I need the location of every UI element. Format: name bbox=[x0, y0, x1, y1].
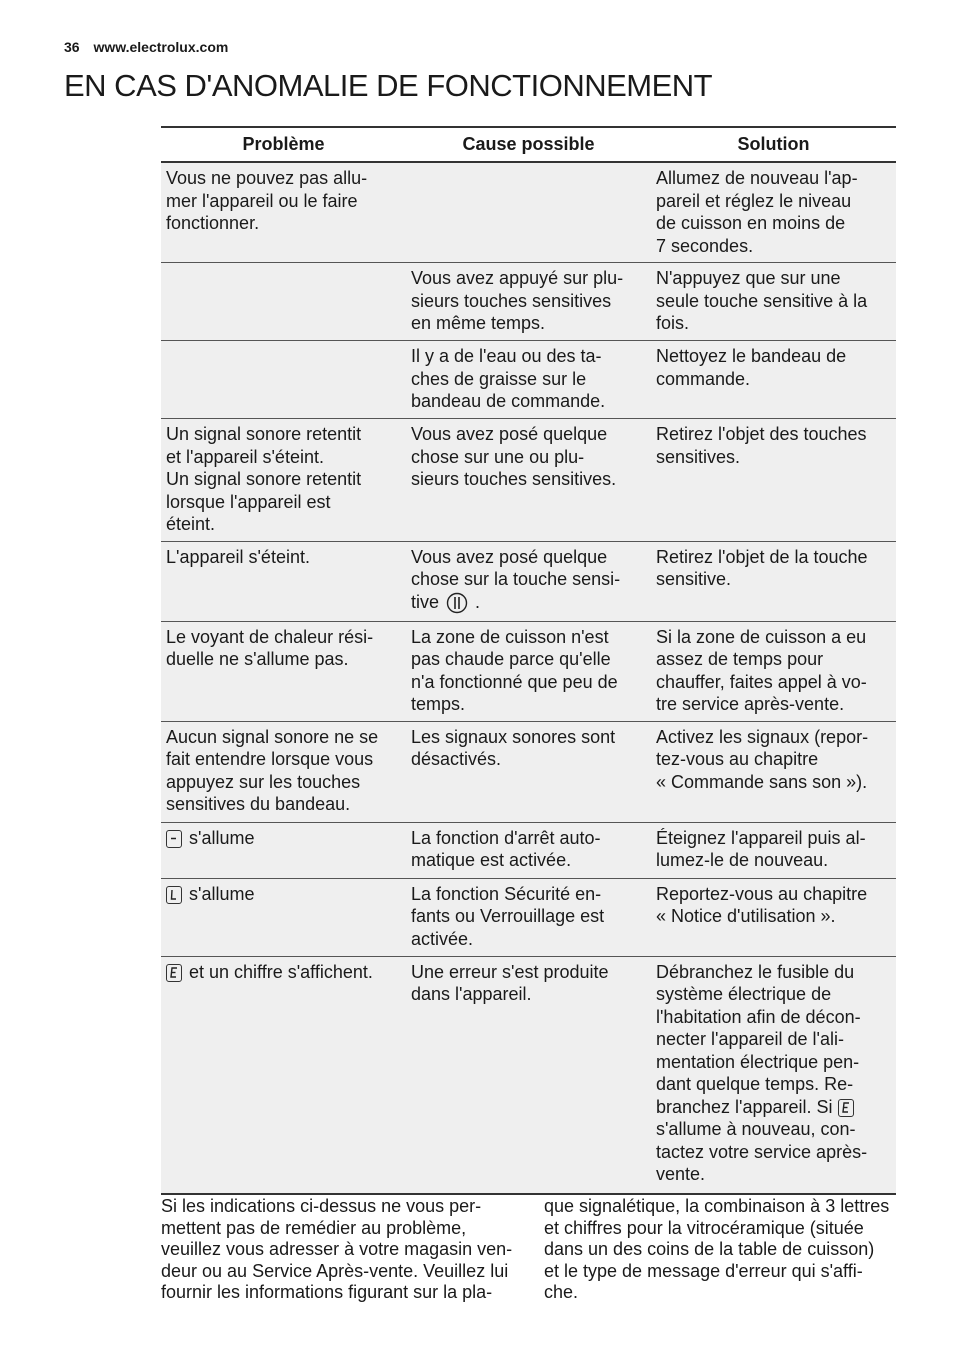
solution-text: Nettoyez le bandeau de commande. bbox=[656, 346, 847, 389]
cause-text: La fonction d'arrêt auto- matique est activée. bbox=[411, 827, 601, 870]
solution-text-before: Débranchez le fusible du système électrique de l'habitation afin de décon- necter l'appareil de l'ali- mentation électrique pen- dant quelque temps. Re- branchez l'appareil. Si bbox=[656, 961, 861, 1117]
table-row bbox=[161, 956, 896, 1194]
cause-cell bbox=[406, 721, 651, 822]
problem-text: Vous ne pouvez pas allu- mer l'appareil ou le faire fonctionner. bbox=[166, 168, 368, 233]
table-row bbox=[161, 162, 896, 263]
solution-text bbox=[656, 961, 891, 1186]
cause-text: Les signaux sonores sont désactivés. bbox=[411, 726, 616, 769]
solution-cell bbox=[651, 263, 896, 341]
table-row bbox=[161, 419, 896, 542]
page-header bbox=[64, 39, 228, 55]
problem-cell bbox=[161, 162, 406, 263]
table-row bbox=[161, 822, 896, 878]
problem-text: Le voyant de chaleur rési- duelle ne s'allume pas. bbox=[166, 626, 374, 669]
troubleshooting-table bbox=[161, 126, 896, 1195]
solution-text: N'appuyez que sur une seule touche sensitive à la fois. bbox=[656, 268, 868, 333]
cause-text: Vous avez posé quelque chose sur une ou plu- sieurs touches sensitives. bbox=[411, 424, 617, 489]
problem-cell bbox=[161, 621, 406, 721]
cause-cell bbox=[406, 419, 651, 542]
power-icon bbox=[446, 592, 468, 614]
problem-text: Un signal sonore retentit et l'appareil s'éteint. Un signal sonore retentit lorsque l'appareil est éteint. bbox=[166, 424, 362, 534]
cause-cell bbox=[406, 263, 651, 341]
cause-text-tail: tive bbox=[411, 591, 440, 612]
solution-cell bbox=[651, 956, 896, 1194]
table-row bbox=[161, 878, 896, 956]
l-display-icon bbox=[166, 886, 182, 904]
column-header-problem: Problème bbox=[161, 127, 406, 162]
problem-text: Aucun signal sonore ne se fait entendre lorsque vous appuyez sur les touches sensitives du bandeau. bbox=[166, 726, 379, 814]
table-row bbox=[161, 341, 896, 419]
cause-text-end: . bbox=[470, 591, 481, 612]
problem-cell bbox=[161, 822, 406, 878]
section-title: EN CAS D'ANOMALIE DE FONCTIONNEMENT bbox=[64, 68, 713, 103]
solution-cell bbox=[651, 721, 896, 822]
problem-cell bbox=[161, 956, 406, 1194]
dash-display-icon bbox=[166, 830, 182, 848]
column-header-cause: Cause possible bbox=[406, 127, 651, 162]
solution-cell bbox=[651, 878, 896, 956]
problem-cell bbox=[161, 341, 406, 419]
cause-cell bbox=[406, 341, 651, 419]
problem-text: et un chiffre s'affichent. bbox=[184, 961, 373, 982]
website-link[interactable]: www.electrolux.com bbox=[93, 39, 229, 55]
column-header-solution: Solution bbox=[651, 127, 896, 162]
footer-note-left: Si les indications ci-dessus ne vous per- mettent pas de remédier au problème, veuillez vous adresser à votre magasin ven- deur ou au Service Après-vente. Veuillez lui fournir les informations figurant sur la pla- bbox=[161, 1196, 513, 1302]
solution-text: Éteignez l'appareil puis al- lumez-le de nouveau. bbox=[656, 827, 866, 870]
cause-cell bbox=[406, 878, 651, 956]
problem-cell bbox=[161, 721, 406, 822]
table-header-row bbox=[161, 127, 896, 162]
cause-cell bbox=[406, 621, 651, 721]
solution-text: Allumez de nouveau l'ap- pareil et réglez le niveau de cuisson en moins de 7 secondes. bbox=[656, 168, 858, 256]
solution-cell bbox=[651, 162, 896, 263]
cause-cell bbox=[406, 822, 651, 878]
page-number: 36 bbox=[64, 39, 80, 55]
solution-text: Activez les signaux (repor- tez-vous au chapitre « Commande sans son »). bbox=[656, 726, 869, 792]
solution-text-after: s'allume à nouveau, con- tactez votre service après- vente. bbox=[656, 1119, 868, 1184]
cause-text: La fonction Sécurité en- fants ou Verrouillage est activée. bbox=[411, 883, 605, 949]
cause-cell bbox=[406, 162, 651, 263]
cause-text: La zone de cuisson n'est pas chaude parce qu'elle n'a fonctionné que peu de temps. bbox=[411, 626, 618, 714]
solution-text: Retirez l'objet des touches sensitives. bbox=[656, 424, 867, 467]
problem-text: s'allume bbox=[184, 827, 255, 848]
problem-text: s'allume bbox=[184, 883, 255, 904]
e-display-icon bbox=[838, 1099, 854, 1117]
cause-text bbox=[411, 546, 646, 614]
problem-cell bbox=[161, 263, 406, 341]
solution-cell bbox=[651, 541, 896, 621]
e-display-icon bbox=[166, 964, 182, 982]
solution-text: Retirez l'objet de la touche sensitive. bbox=[656, 546, 868, 589]
cause-text: Il y a de l'eau ou des ta- ches de graisse sur le bandeau de commande. bbox=[411, 346, 606, 411]
problem-cell bbox=[161, 541, 406, 621]
table-row bbox=[161, 621, 896, 721]
problem-cell bbox=[161, 878, 406, 956]
solution-cell bbox=[651, 341, 896, 419]
solution-cell bbox=[651, 822, 896, 878]
cause-text: Une erreur s'est produite dans l'appareil. bbox=[411, 961, 609, 1004]
problem-text: L'appareil s'éteint. bbox=[166, 546, 310, 567]
solution-cell bbox=[651, 419, 896, 542]
solution-text: Si la zone de cuisson a eu assez de temps pour chauffer, faites appel à vo- tre service après-vente. bbox=[656, 626, 867, 714]
cause-text-lines: Vous avez posé quelque chose sur la touche sensi- bbox=[411, 546, 621, 589]
table-row bbox=[161, 721, 896, 822]
table-row bbox=[161, 263, 896, 341]
solution-text: Reportez-vous au chapitre « Notice d'utilisation ». bbox=[656, 883, 868, 926]
cause-cell bbox=[406, 956, 651, 1194]
cause-cell bbox=[406, 541, 651, 621]
footer-note-right: que signalétique, la combinaison à 3 lettres et chiffres pour la vitrocéramique (située dans un des coins de la table de cuisson) et le type de message d'erreur qui s'affi- che. bbox=[544, 1196, 890, 1302]
table-row bbox=[161, 541, 896, 621]
cause-text: Vous avez appuyé sur plu- sieurs touches sensitives en même temps. bbox=[411, 268, 624, 333]
problem-cell bbox=[161, 419, 406, 542]
solution-cell bbox=[651, 621, 896, 721]
